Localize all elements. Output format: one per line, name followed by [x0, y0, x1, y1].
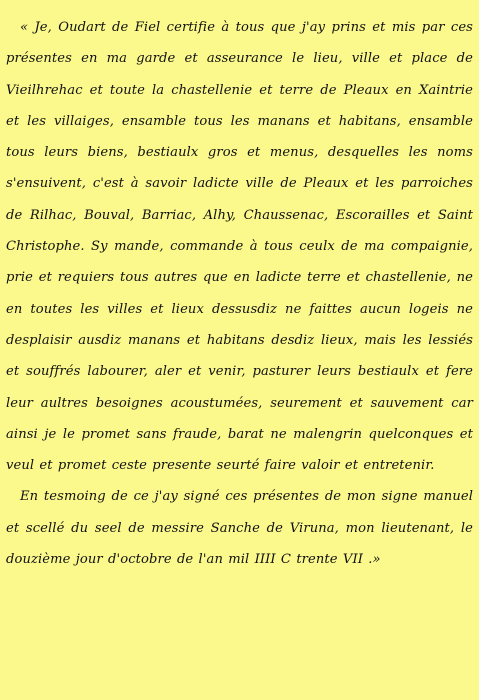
charter-paragraph-main: « Je, Oudart de Fiel certifie à tous que j'ay prins et mis par ces présentes en ma garde et asseurance le lieu, ville et place de Vieilhrehac et toute la chastellenie et terre de Pleaux en Xaintrie et les villaiges, ensamble tous les manans et habitans, ensamble tous leurs biens, bestiaulx gros et menus, desquelles les noms s'ensuivent, c'est à savoir ladicte ville de Pleaux et les parroiches de Rilhac, Bouval, Barriac, Alhy, Chaussenac, Escorailles et Saint Christophe. Sy mande, commande à tous ceulx de ma compaignie, prie et requiers tous autres que en ladicte terre et chastellenie, ne en toutes les villes et lieux dessusdiz ne faittes aucun logeis ne desplaisir ausdiz manans et habitans desdiz lieux, mais les lessiés et souffrés labourer, aler et venir, pasturer leurs bestiaulx et fere leur aultres besoignes acoustumées, seurement et sauvement car ainsi je le promet sans fraude, barat ne malengrin quelconques et veul et promet ceste presente seurté faire valoir et entretenir.	[6, 20, 473, 474]
charter-paragraph-closing: En tesmoing de ce j'ay signé ces présentes de mon signe manuel et scellé du seel de messire Sanche de Viruna, mon lieutenant, le douzième jour d'octobre de l'an mil IIII C trente VII .»	[6, 489, 473, 568]
